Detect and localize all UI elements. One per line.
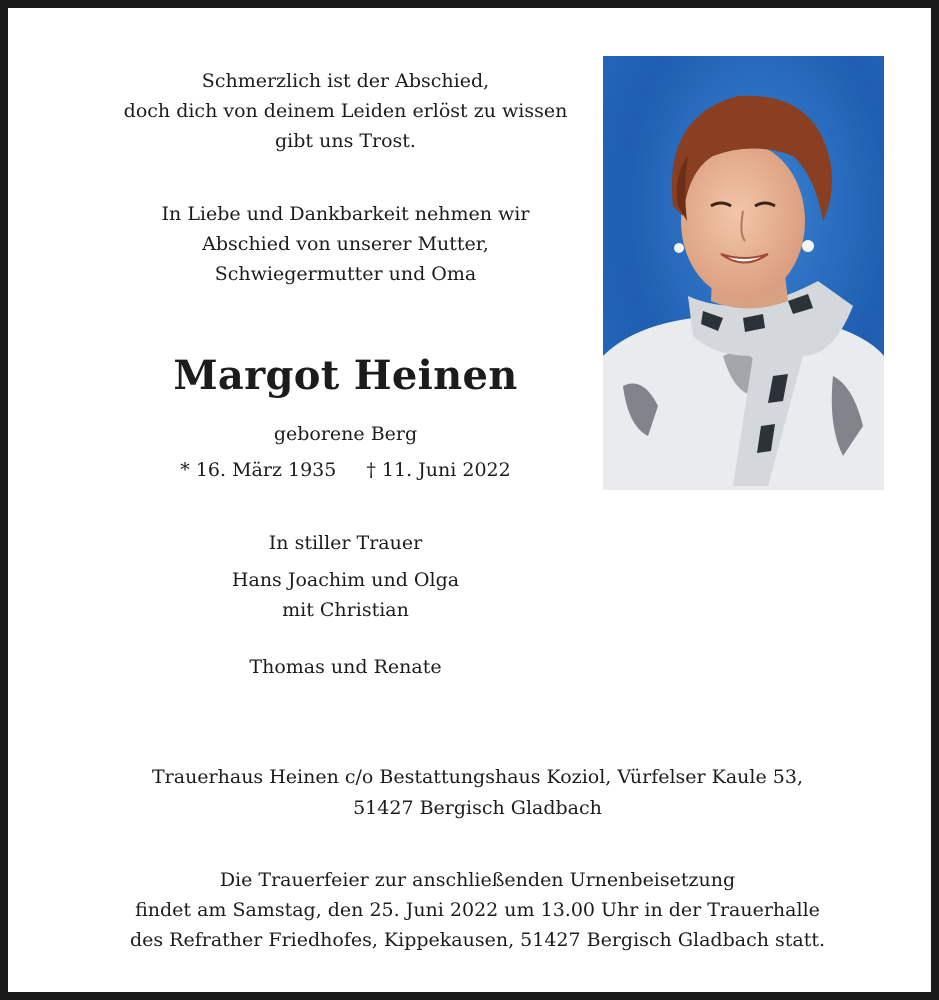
intro-line-2: Abschied von unserer Mutter, — [202, 233, 489, 255]
mourners-family-1-line-2: mit Christian — [282, 599, 409, 621]
ceremony-line-1: Die Trauerfeier zur anschließenden Urnenbeisetzung — [219, 869, 736, 891]
intro-line-1: In Liebe und Dankbarkeit nehmen wir — [161, 203, 530, 225]
death-date: † 11. Juni 2022 — [366, 459, 511, 481]
birth-date: * 16. März 1935 — [180, 459, 337, 481]
address-line-1: Trauerhaus Heinen c/o Bestattungshaus Koziol, Vürfelser Kaule 53, — [151, 766, 803, 788]
ceremony-line-2: findet am Samstag, den 25. Juni 2022 um 13.00 Uhr in der Trauerhalle — [135, 899, 820, 921]
verse-line-2: doch dich von deinem Leiden erlöst zu wissen — [123, 100, 568, 122]
maiden-name: geborene Berg — [273, 423, 418, 445]
intro-line-3: Schwiegermutter und Oma — [214, 263, 477, 285]
life-dates — [68, 455, 623, 485]
portrait-photo — [603, 56, 884, 490]
mourners-family-1-line-1: Hans Joachim und Olga — [231, 569, 460, 591]
deceased-name: Margot Heinen — [173, 352, 518, 399]
ceremony-line-3: des Refrather Friedhofes, Kippekausen, 51427 Bergisch Gladbach statt. — [129, 929, 826, 951]
address-line-2: 51427 Bergisch Gladbach — [353, 797, 602, 819]
verse-line-3: gibt uns Trost. — [275, 130, 416, 152]
verse-line-1: Schmerzlich ist der Abschied, — [201, 70, 490, 92]
mourners-family-2: Thomas und Renate — [249, 656, 442, 678]
mourners-heading: In stiller Trauer — [268, 532, 423, 554]
